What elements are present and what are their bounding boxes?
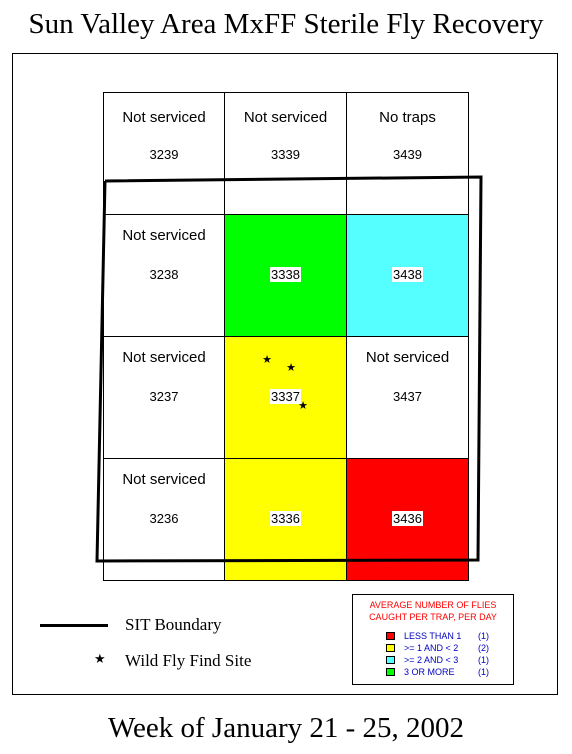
cell-status-label: Not serviced xyxy=(243,109,328,126)
cell-id-text: 3439 xyxy=(393,147,422,162)
wild-fly-finds xyxy=(262,353,308,412)
cell-id-text: 3438 xyxy=(393,267,422,282)
star-icon: ★ xyxy=(94,651,106,666)
sit-boundary-legend-line xyxy=(40,624,108,627)
legend-item-count: (1) xyxy=(478,667,489,677)
cell-id-text: 3339 xyxy=(271,147,300,162)
legend-item-label: LESS THAN 1 xyxy=(404,631,462,641)
cell-id-text: 3239 xyxy=(149,147,179,162)
wild-fly-star-icon: ★ xyxy=(298,399,308,412)
legend-swatch xyxy=(386,668,395,676)
legend-title-line1: AVERAGE NUMBER OF FLIES xyxy=(369,600,497,610)
legend-item-label: >= 1 AND < 2 xyxy=(404,643,459,653)
cell-status-label: Not serviced xyxy=(365,349,450,366)
cell-id-text: 3436 xyxy=(393,511,422,526)
legend-title-line2: CAUGHT PER TRAP, PER DAY xyxy=(369,612,497,622)
cell-status-label: Not serviced xyxy=(122,227,206,244)
map-title: Sun Valley Area MxFF Sterile Fly Recovery xyxy=(28,8,544,40)
cell-id-text: 3337 xyxy=(271,389,300,404)
legend-item-count: (1) xyxy=(478,655,489,665)
legend-swatch xyxy=(386,644,395,652)
legend-item-count: (2) xyxy=(478,643,489,653)
cell-id-text: 3237 xyxy=(149,389,179,404)
cell-status-label: Not serviced xyxy=(122,471,206,488)
legend-swatch xyxy=(386,632,395,640)
cell-status-label: Not serviced xyxy=(122,349,206,366)
wild-fly-legend-label: Wild Fly Find Site xyxy=(125,651,252,670)
cell-id-text: 3338 xyxy=(271,267,300,282)
cell-status-label: No traps xyxy=(379,109,436,126)
cell-id-text: 3437 xyxy=(393,389,422,404)
cell-id-text: 3336 xyxy=(271,511,300,526)
legend-item-label: >= 2 AND < 3 xyxy=(404,655,459,665)
legend-item-label: 3 OR MORE xyxy=(404,667,455,677)
wild-fly-star-icon: ★ xyxy=(262,353,272,366)
week-footer: Week of January 21 - 25, 2002 xyxy=(107,712,465,744)
legend-item-count: (1) xyxy=(478,631,489,641)
legend-box xyxy=(352,594,514,685)
sit-boundary-legend-label: SIT Boundary xyxy=(125,615,222,634)
cell-status-label: Not serviced xyxy=(122,109,206,126)
cell-id-text: 3238 xyxy=(149,267,179,282)
legend-swatch xyxy=(386,656,395,664)
legend-title xyxy=(353,599,513,623)
wild-fly-star-icon: ★ xyxy=(286,361,296,374)
cell-id-text: 3236 xyxy=(149,511,179,526)
